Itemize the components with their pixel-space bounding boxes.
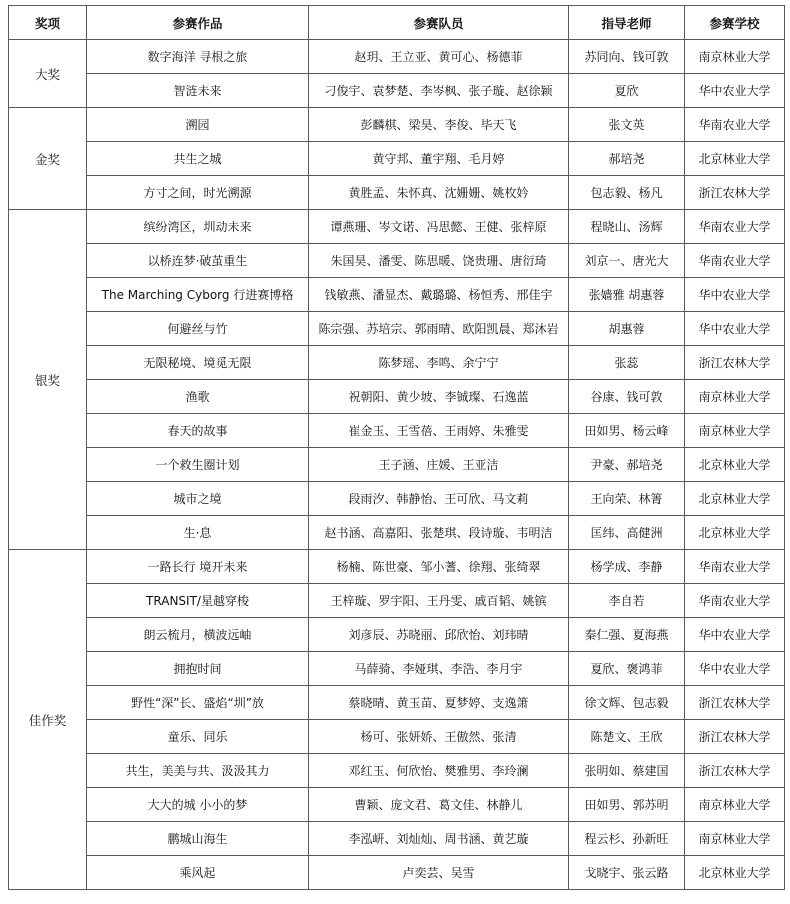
award-cell: 金奖 bbox=[9, 108, 87, 210]
members-cell: 黄守邦、董宇翔、毛月婷 bbox=[309, 142, 569, 176]
work-cell: 智涟未来 bbox=[87, 74, 309, 108]
advisor-cell: 张明如、蔡建国 bbox=[569, 754, 685, 788]
school-cell: 北京林业大学 bbox=[685, 856, 785, 890]
table-row bbox=[9, 210, 785, 244]
work-cell: 野性“深”长、盛焰“圳”放 bbox=[87, 686, 309, 720]
table-row bbox=[9, 652, 785, 686]
table-row bbox=[9, 788, 785, 822]
members-cell: 赵书涵、高嘉阳、张楚琪、段诗璇、韦明洁 bbox=[309, 516, 569, 550]
advisor-cell: 尹豪、郝培尧 bbox=[569, 448, 685, 482]
members-cell: 邓红玉、何欣怡、樊雅男、李玲澜 bbox=[309, 754, 569, 788]
award-cell: 银奖 bbox=[9, 210, 87, 550]
school-cell: 南京林业大学 bbox=[685, 414, 785, 448]
members-cell: 曹颖、庞文君、葛文佳、林静儿 bbox=[309, 788, 569, 822]
table-row bbox=[9, 584, 785, 618]
members-cell: 马薛骑、李娅琪、李浩、李月宇 bbox=[309, 652, 569, 686]
work-cell: TRANSIT/星越穿梭 bbox=[87, 584, 309, 618]
advisor-cell: 谷康、钱可敦 bbox=[569, 380, 685, 414]
table-row bbox=[9, 108, 785, 142]
members-cell: 彭麟棋、梁昊、李俊、毕天飞 bbox=[309, 108, 569, 142]
members-cell: 王子涵、庄媛、王亚洁 bbox=[309, 448, 569, 482]
advisor-cell: 胡惠蓉 bbox=[569, 312, 685, 346]
table-row bbox=[9, 856, 785, 890]
advisor-cell: 匡纬、高健洲 bbox=[569, 516, 685, 550]
members-cell: 黄胜孟、朱怀真、沈姗姗、姚枚妗 bbox=[309, 176, 569, 210]
school-cell: 南京林业大学 bbox=[685, 380, 785, 414]
advisor-cell: 夏欣 bbox=[569, 74, 685, 108]
advisor-cell: 李自若 bbox=[569, 584, 685, 618]
school-cell: 华中农业大学 bbox=[685, 652, 785, 686]
work-cell: 城市之境 bbox=[87, 482, 309, 516]
work-cell: 共生，美美与共、汲汲其力 bbox=[87, 754, 309, 788]
table-row bbox=[9, 40, 785, 74]
advisor-cell: 秦仁强、夏海燕 bbox=[569, 618, 685, 652]
work-cell: 何避丝与竹 bbox=[87, 312, 309, 346]
work-cell: 朗云梳月，横波远岫 bbox=[87, 618, 309, 652]
members-cell: 赵玥、王立亚、黄可心、杨德菲 bbox=[309, 40, 569, 74]
table-row bbox=[9, 720, 785, 754]
work-cell: 拥抱时间 bbox=[87, 652, 309, 686]
members-cell: 卢奕芸、吴雪 bbox=[309, 856, 569, 890]
school-cell: 浙江农林大学 bbox=[685, 754, 785, 788]
school-cell: 北京林业大学 bbox=[685, 482, 785, 516]
members-cell: 朱国昊、潘雯、陈思暖、饶贵珊、唐衍琦 bbox=[309, 244, 569, 278]
school-cell: 华南农业大学 bbox=[685, 108, 785, 142]
school-cell: 南京林业大学 bbox=[685, 40, 785, 74]
header-advisor: 指导老师 bbox=[569, 6, 685, 40]
members-cell: 李泓岍、刘灿灿、周书涵、黄艺璇 bbox=[309, 822, 569, 856]
award-cell: 佳作奖 bbox=[9, 550, 87, 890]
school-cell: 浙江农林大学 bbox=[685, 346, 785, 380]
work-cell: 渔歌 bbox=[87, 380, 309, 414]
work-cell: 共生之城 bbox=[87, 142, 309, 176]
members-cell: 段雨汐、韩静怡、王可欣、马文莉 bbox=[309, 482, 569, 516]
advisor-cell: 刘京一、唐光大 bbox=[569, 244, 685, 278]
advisor-cell: 戈晓宇、张云路 bbox=[569, 856, 685, 890]
table-row bbox=[9, 380, 785, 414]
table-row bbox=[9, 618, 785, 652]
members-cell: 杨楠、陈世豪、邹小蓍、徐翔、张绮翠 bbox=[309, 550, 569, 584]
table-body bbox=[9, 40, 785, 890]
advisor-cell: 程云杉、孙新旺 bbox=[569, 822, 685, 856]
members-cell: 陈宗强、苏培宗、郭雨晴、欧阳凯晨、郑沐岩 bbox=[309, 312, 569, 346]
table-row bbox=[9, 686, 785, 720]
table-row bbox=[9, 414, 785, 448]
members-cell: 刁俊宇、袁梦楚、李岑枫、张子璇、赵徐颖 bbox=[309, 74, 569, 108]
school-cell: 北京林业大学 bbox=[685, 516, 785, 550]
school-cell: 华中农业大学 bbox=[685, 74, 785, 108]
school-cell: 华南农业大学 bbox=[685, 584, 785, 618]
work-cell: 乘风起 bbox=[87, 856, 309, 890]
advisor-cell: 田如男、郭苏明 bbox=[569, 788, 685, 822]
work-cell: 鹏城山海生 bbox=[87, 822, 309, 856]
awards-sheet bbox=[8, 5, 785, 890]
school-cell: 华中农业大学 bbox=[685, 312, 785, 346]
advisor-cell: 苏同向、钱可敦 bbox=[569, 40, 685, 74]
table-row bbox=[9, 550, 785, 584]
school-cell: 浙江农林大学 bbox=[685, 176, 785, 210]
table-row bbox=[9, 176, 785, 210]
school-cell: 北京林业大学 bbox=[685, 448, 785, 482]
members-cell: 谭燕珊、岑文诺、冯思懿、王健、张梓原 bbox=[309, 210, 569, 244]
work-cell: 大大的城 小小的梦 bbox=[87, 788, 309, 822]
work-cell: 以桥连梦·破茧重生 bbox=[87, 244, 309, 278]
advisor-cell: 张文英 bbox=[569, 108, 685, 142]
awards-table bbox=[8, 5, 785, 890]
school-cell: 华南农业大学 bbox=[685, 550, 785, 584]
award-cell: 大奖 bbox=[9, 40, 87, 108]
table-row bbox=[9, 448, 785, 482]
members-cell: 崔金玉、王雪蓓、王雨婷、朱雅雯 bbox=[309, 414, 569, 448]
school-cell: 华中农业大学 bbox=[685, 278, 785, 312]
advisor-cell: 王向荣、林箐 bbox=[569, 482, 685, 516]
table-row bbox=[9, 346, 785, 380]
school-cell: 浙江农林大学 bbox=[685, 720, 785, 754]
members-cell: 刘彦辰、苏晓丽、邱欣怡、刘玮晴 bbox=[309, 618, 569, 652]
work-cell: 一路长行 境开未来 bbox=[87, 550, 309, 584]
members-cell: 蔡晓晴、黄玉苗、夏梦婷、支逸箫 bbox=[309, 686, 569, 720]
work-cell: 数字海洋 寻根之旅 bbox=[87, 40, 309, 74]
members-cell: 钱敏燕、潘显杰、戴璐璐、杨恒秀、邢佳宇 bbox=[309, 278, 569, 312]
work-cell: 方寸之间，时光溯源 bbox=[87, 176, 309, 210]
header-row bbox=[9, 6, 785, 40]
table-row bbox=[9, 278, 785, 312]
school-cell: 北京林业大学 bbox=[685, 142, 785, 176]
table-row bbox=[9, 74, 785, 108]
table-row bbox=[9, 244, 785, 278]
header-members: 参赛队员 bbox=[309, 6, 569, 40]
work-cell: 无限秘境、境觅无限 bbox=[87, 346, 309, 380]
advisor-cell: 夏欣、褒鸿菲 bbox=[569, 652, 685, 686]
table-row bbox=[9, 142, 785, 176]
members-cell: 杨可、张妍娇、王傲然、张清 bbox=[309, 720, 569, 754]
work-cell: The Marching Cyborg 行进赛博格 bbox=[87, 278, 309, 312]
members-cell: 王梓璇、罗宇阳、王丹雯、戚百韬、姚镔 bbox=[309, 584, 569, 618]
work-cell: 一个救生圈计划 bbox=[87, 448, 309, 482]
table-row bbox=[9, 482, 785, 516]
advisor-cell: 包志毅、杨凡 bbox=[569, 176, 685, 210]
advisor-cell: 张蕊 bbox=[569, 346, 685, 380]
school-cell: 南京林业大学 bbox=[685, 788, 785, 822]
school-cell: 华南农业大学 bbox=[685, 210, 785, 244]
members-cell: 祝朝阳、黄少坡、李铖璨、石逸蓝 bbox=[309, 380, 569, 414]
advisor-cell: 杨学成、李静 bbox=[569, 550, 685, 584]
work-cell: 生·息 bbox=[87, 516, 309, 550]
school-cell: 华中农业大学 bbox=[685, 618, 785, 652]
advisor-cell: 田如男、杨云峰 bbox=[569, 414, 685, 448]
school-cell: 浙江农林大学 bbox=[685, 686, 785, 720]
advisor-cell: 郝培尧 bbox=[569, 142, 685, 176]
header-school: 参赛学校 bbox=[685, 6, 785, 40]
advisor-cell: 陈楚文、王欣 bbox=[569, 720, 685, 754]
advisor-cell: 张嫱雅 胡惠蓉 bbox=[569, 278, 685, 312]
table-row bbox=[9, 312, 785, 346]
work-cell: 春天的故事 bbox=[87, 414, 309, 448]
advisor-cell: 徐文辉、包志毅 bbox=[569, 686, 685, 720]
header-award: 奖项 bbox=[9, 6, 87, 40]
header-work: 参赛作品 bbox=[87, 6, 309, 40]
advisor-cell: 程晓山、汤辉 bbox=[569, 210, 685, 244]
table-row bbox=[9, 516, 785, 550]
members-cell: 陈梦瑶、李鸣、余宁宁 bbox=[309, 346, 569, 380]
work-cell: 溯园 bbox=[87, 108, 309, 142]
work-cell: 缤纷湾区，圳动未来 bbox=[87, 210, 309, 244]
school-cell: 华南农业大学 bbox=[685, 244, 785, 278]
school-cell: 南京林业大学 bbox=[685, 822, 785, 856]
table-row bbox=[9, 754, 785, 788]
table-row bbox=[9, 822, 785, 856]
work-cell: 童乐、同乐 bbox=[87, 720, 309, 754]
